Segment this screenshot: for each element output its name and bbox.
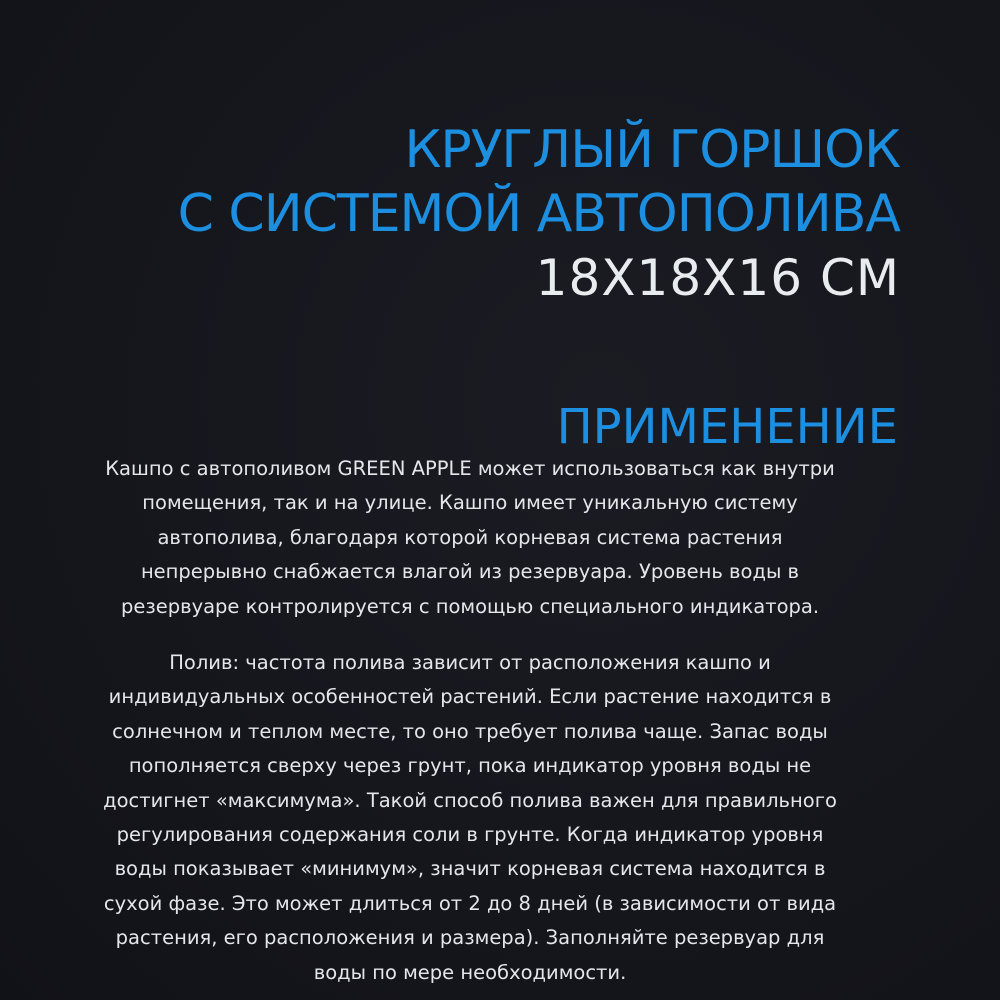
paragraph-line: воды показывает «минимум», значит корневая система находится в — [114, 857, 826, 881]
paragraph-line: растения, его расположения и размера). Заполняйте резервуар для — [115, 926, 825, 950]
paragraph-line: воды по мере необходимости. — [313, 960, 627, 984]
paragraph-line: сухой фазе. Это может длиться от 2 до 8 дней (в зависимости от вида — [103, 891, 837, 915]
paragraph-line: автополива, благодаря которой корневая система растения — [157, 525, 783, 549]
product-size: 18X18X16 СМ — [535, 249, 900, 307]
usage-paragraph — [40, 452, 900, 624]
product-title-line-2: С СИСТЕМОЙ АВТОПОЛИВА — [177, 184, 900, 244]
paragraph-line: помещения, так и на улице. Кашпо имеет уникальную систему — [142, 491, 798, 515]
paragraph-line: достигнет «максимума». Такой способ полива важен для правильного — [103, 788, 837, 812]
product-title-line-1: КРУГЛЫЙ ГОРШОК — [404, 120, 900, 180]
paragraph-line: Кашпо с автополивом GREEN APPLE может использоваться как внутри — [105, 457, 835, 480]
watering-paragraph — [40, 646, 900, 990]
section-heading: ПРИМЕНЕНИЕ — [556, 399, 898, 455]
paragraph-line: непрерывно снабжается влагой из резервуара. Уровень воды в — [140, 560, 800, 584]
paragraph-line: регулирования содержания соли в грунте. Когда индикатор уровня — [116, 823, 824, 847]
paragraph-line: индивидуальных особенностей растений. Если растение находится в — [108, 685, 832, 709]
paragraph-line: резервуаре контролируется с помощью специального индикатора. — [120, 594, 820, 618]
paragraph-line: солнечном и теплом месте, то оно требует полива чаще. Запас воды — [112, 719, 828, 743]
paragraph-line: пополняется сверху через грунт, пока индикатор уровня воды не — [128, 754, 812, 778]
paragraph-line: Полив: частота полива зависит от расположения кашпо и — [169, 651, 771, 674]
title-block — [178, 118, 900, 310]
